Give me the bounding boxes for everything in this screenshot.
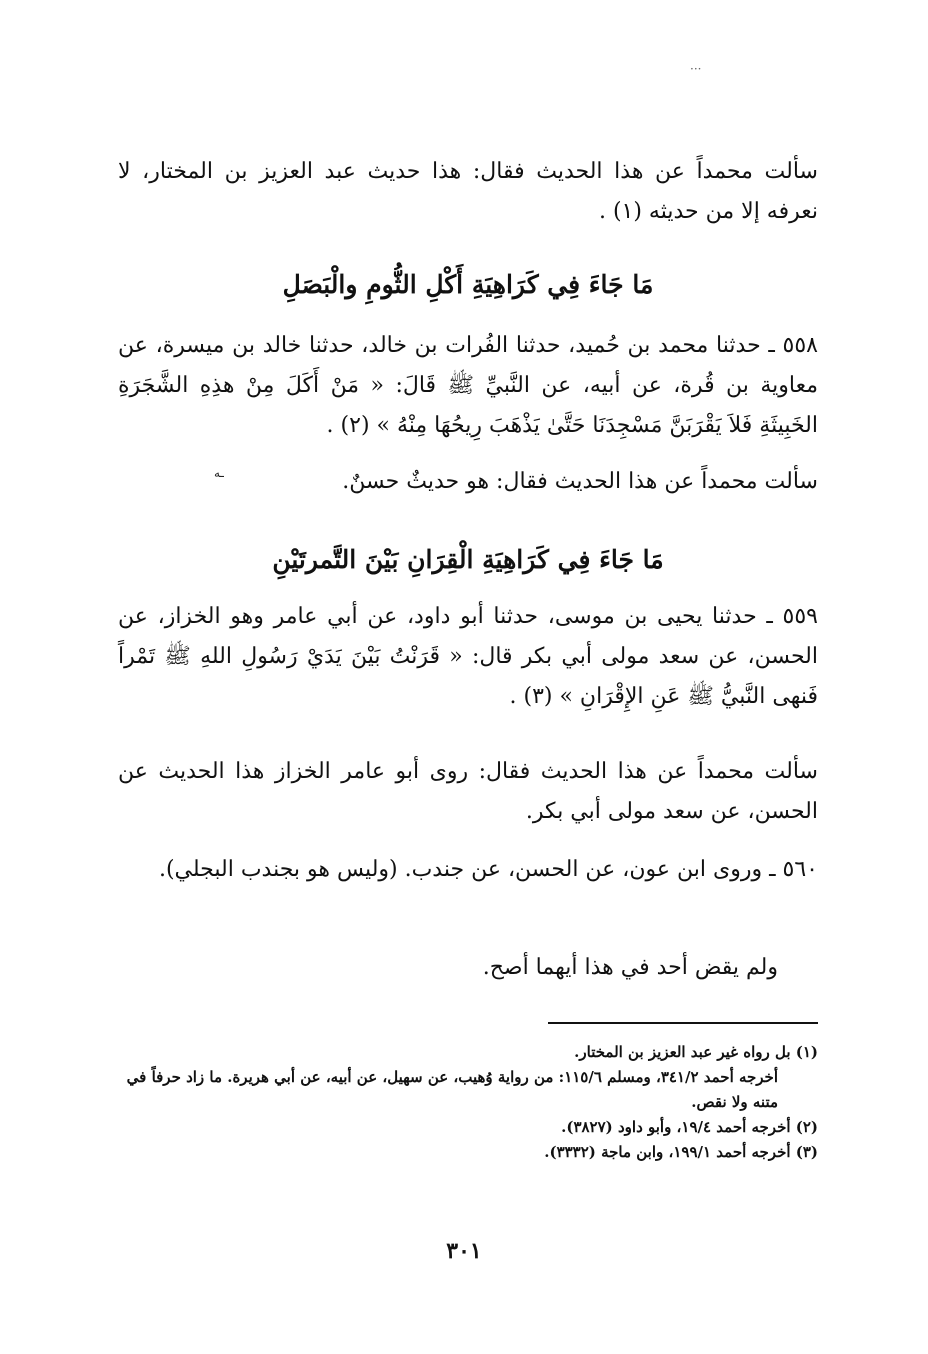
scan-speck: ···	[690, 62, 702, 76]
paragraph-closing: ولم يقض أحد في هذا أيهما أصح.	[482, 955, 778, 980]
hadith-558: ٥٥٨ ـ حدثنا محمد بن حُميد، حدثنا الفُرات بن خالد، حدثنا خالد بن ميسرة، عن معاوية بن قُرة، عن أبيه، عن النَّبيِّ ﷺ قَالَ: « مَنْ أَكَلَ مِنْ هذِهِ الشَّجَرَةِ الخَبِيثَةِ فَلاَ يَقْرَبَنَّ مَسْجِدَنَا حَتَّىٰ يَذْهَبَ رِيحُهَا مِنْهُ » (٢) .	[118, 333, 818, 438]
footnote-divider	[548, 1022, 818, 1024]
paragraph-1: سألت محمداً عن هذا الحديث فقال: هذا حديث عبد العزيز بن المختار، لا نعرفه إلا من حديثه (١) .	[118, 159, 818, 224]
footnote-2: (٢) أخرجه أحمد ١٩/٤، وأبو داود (٣٨٢٧).	[561, 1118, 818, 1136]
paragraph-hasan: سألت محمداً عن هذا الحديث فقال: هو حديثٌ حسنٌ.	[342, 469, 818, 494]
footnote-3: (٣) أخرجه أحمد ١٩٩/١، وابن ماجة (٣٣٣٢).	[544, 1143, 818, 1161]
section-heading-two-dates: مَا جَاءَ فِي كَرَاهِيَةِ الْقِرَانِ بَيْنَ التَّمرتَيْنِ	[272, 545, 664, 574]
paragraph-khazzaz: سألت محمداً عن هذا الحديث فقال: روى أبو عامر الخزاز هذا الحديث عن الحسن، عن سعد مولى أبي بكر.	[118, 759, 818, 824]
footnotes	[118, 1040, 818, 1165]
hadith-559: ٥٥٩ ـ حدثنا يحيى بن موسى، حدثنا أبو داود، عن أبي عامر وهو الخزاز، عن الحسن، عن سعد مولى أبي بكر قال: « قَرَنْتُ بَيْنَ يَدَيْ رَسُولِ اللهِ ﷺ تَمْراً فَنهى النَّبيُّ ﷺ عَنِ الإِقْرَانِ » (٣) .	[118, 604, 818, 709]
scan-speck: ـه	[214, 466, 224, 480]
section-heading-garlic-onion: مَا جَاءَ فِي كَرَاهِيَةِ أَكْلِ الثُّومِ والْبَصَلِ	[282, 270, 654, 299]
footnote-1: (١) بل رواه غير عبد العزيز بن المختار.	[574, 1043, 818, 1061]
hadith-560: ٥٦٠ ـ وروى ابن عون، عن الحسن، عن جندب. (وليس هو بجندب البجلي).	[158, 857, 818, 882]
page-number: ٣٠١	[446, 1238, 482, 1264]
footnote-1-detail: أخرجه أحمد ٣٤١/٢، ومسلم ١١٥/٦: من رواية وُهيب، عن سهيل، عن أبيه، عن أبي هريرة. ما زاد حرفاً في متنه ولا نقص.	[126, 1068, 778, 1111]
